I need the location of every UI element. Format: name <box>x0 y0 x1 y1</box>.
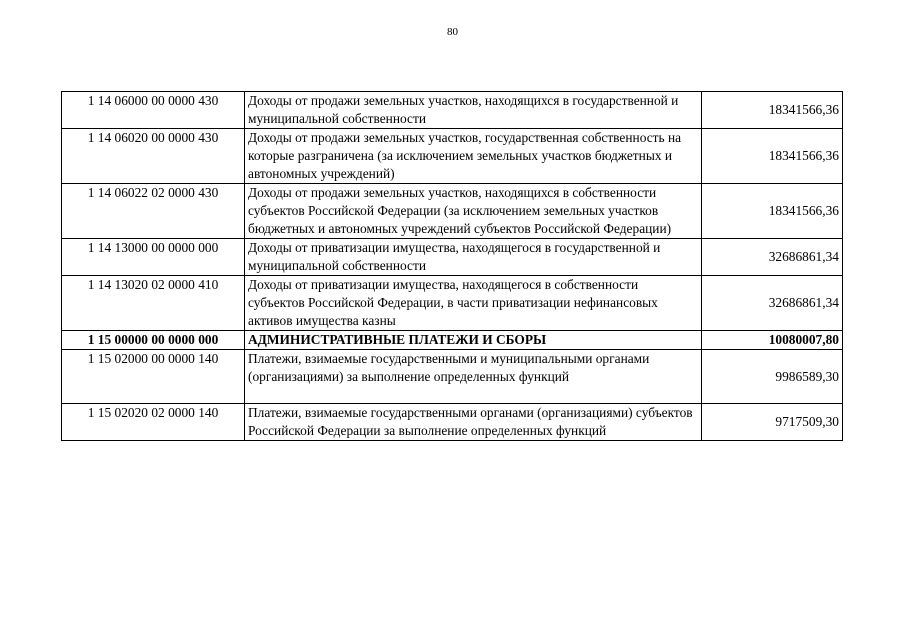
budget-code-cell: 1 14 06000 00 0000 430 <box>62 92 245 129</box>
amount-cell: 10080007,80 <box>702 331 843 350</box>
budget-code-cell: 1 14 13020 02 0000 410 <box>62 276 245 331</box>
revenue-name-cell: Доходы от продажи земельных участков, государственная собственность на которые разграничена (за исключением земельных участков бюджетных и автономных учреждений) <box>245 129 702 184</box>
amount-cell: 32686861,34 <box>702 276 843 331</box>
budget-code-cell: 1 15 00000 00 0000 000 <box>62 331 245 350</box>
amount-cell: 9986589,30 <box>702 350 843 404</box>
table-row-section-total <box>62 331 843 350</box>
revenue-name-cell: АДМИНИСТРАТИВНЫЕ ПЛАТЕЖИ И СБОРЫ <box>245 331 702 350</box>
table-row <box>62 92 843 129</box>
amount-cell: 18341566,36 <box>702 184 843 239</box>
table-row <box>62 184 843 239</box>
table-row <box>62 129 843 184</box>
table-row <box>62 350 843 404</box>
amount-cell: 18341566,36 <box>702 92 843 129</box>
revenue-table <box>61 91 843 441</box>
budget-code-cell: 1 14 13000 00 0000 000 <box>62 239 245 276</box>
revenue-name-cell: Доходы от приватизации имущества, находящегося в собственности субъектов Российской Федерации, в части приватизации нефинансовых активов имущества казны <box>245 276 702 331</box>
amount-cell: 32686861,34 <box>702 239 843 276</box>
revenue-name-cell: Доходы от продажи земельных участков, находящихся в собственности субъектов Российской Федерации (за исключением земельных участков бюджетных и автономных учреждений субъектов Российской Федерации) <box>245 184 702 239</box>
budget-code-cell: 1 15 02020 02 0000 140 <box>62 404 245 441</box>
amount-cell: 18341566,36 <box>702 129 843 184</box>
budget-code-cell: 1 14 06022 02 0000 430 <box>62 184 245 239</box>
table-row <box>62 404 843 441</box>
table-row <box>62 239 843 276</box>
revenue-name-cell: Доходы от приватизации имущества, находящегося в государственной и муниципальной собственности <box>245 239 702 276</box>
table-row <box>62 276 843 331</box>
budget-code-cell: 1 15 02000 00 0000 140 <box>62 350 245 404</box>
revenue-name-cell: Платежи, взимаемые государственными и муниципальными органами (организациями) за выполнение определенных функций <box>245 350 702 404</box>
amount-cell: 9717509,30 <box>702 404 843 441</box>
budget-code-cell: 1 14 06020 00 0000 430 <box>62 129 245 184</box>
page-number: 80 <box>447 26 458 38</box>
revenue-name-cell: Платежи, взимаемые государственными органами (организациями) субъектов Российской Федерации за выполнение определенных функций <box>245 404 702 441</box>
revenue-name-cell: Доходы от продажи земельных участков, находящихся в государственной и муниципальной собственности <box>245 92 702 129</box>
